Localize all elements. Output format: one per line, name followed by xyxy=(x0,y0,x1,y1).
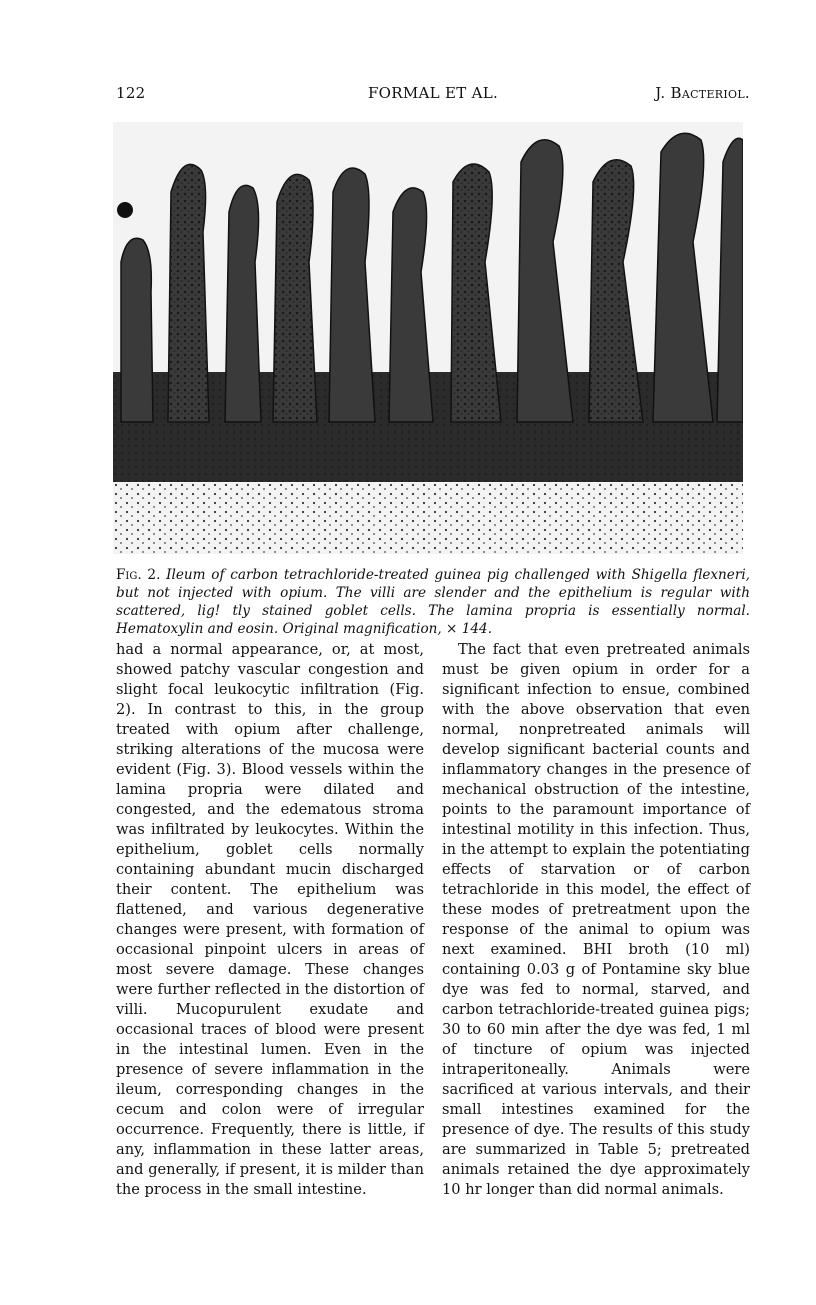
right-column xyxy=(442,640,750,1200)
figure-caption-text: Ileum of carbon tetrachloride-treated guinea pig challenged with Shigella flexneri, but not injected with opium. The villi are slender and the epithelium is regular with scattered, lig! tly stained goblet cells. The lamina propria is essentially normal. Hematoxylin and eosin. Original magnification, × 144. xyxy=(116,567,751,637)
left-column xyxy=(116,640,424,1200)
micrograph-figure xyxy=(113,122,743,554)
running-header xyxy=(116,84,750,106)
body-paragraph: The fact that even pretreated animals must be given opium in order for a significant infection to ensue, combined with the above observation that even normal, nonpretreated animals will develop significant bacterial counts and inflammatory changes in the presence of mechanical obstruction of the intestine, points to the paramount importance of intestinal motility in this infection. Thus, in the attempt to explain the potentiating effects of starvation or of carbon tetrachloride in this model, the effect of these modes of pretreatment upon the response of the animal to opium was next examined. BHI broth (10 ml) containing 0.03 g of Pontamine sky blue dye was fed to normal, starved, and carbon tetrachloride-treated guinea pigs; 30 to 60 min after the dye was fed, 1 ml of tincture of opium was injected intraperitoneally. Animals were sacrificed at various intervals, and their small intestines examined for the presence of dye. The results of this study are summarized in Table 5; pretreated animals retained the dye approximately 10 hr longer than did normal animals. xyxy=(442,641,750,1198)
figure-caption xyxy=(116,566,750,638)
journal-name: J. Bacteriol. xyxy=(655,84,750,102)
figure-label: Fig. 2. xyxy=(116,567,161,583)
body-paragraph: had a normal appearance, or, at most, showed patchy vascular congestion and slight focal leukocytic infiltration (Fig. 2). In contrast to this, in the group treated with opium after challenge, striking alterations of the mucosa were evident (Fig. 3). Blood vessels within the lamina propria were dilated and congested, and the edematous stroma was infiltrated by leukocytes. Within the epithelium, goblet cells normally containing abundant mucin discharged their content. The epithelium was flattened, and various degenerative changes were present, with formation of occasional pinpoint ulcers in areas of most severe damage. These changes were further reflected in the distortion of villi. Mucopurulent exudate and occasional traces of blood were present in the intestinal lumen. Even in the presence of severe inflammation in the ileum, corresponding changes in the cecum and colon were of irregular occurrence. Frequently, there is little, if any, inflammation in these latter areas, and generally, if present, it is milder than the process in the small intestine. xyxy=(116,641,424,1198)
running-title: FORMAL ET AL. xyxy=(367,84,499,102)
page-number: 122 xyxy=(116,84,146,102)
ileum-micrograph xyxy=(113,122,743,554)
